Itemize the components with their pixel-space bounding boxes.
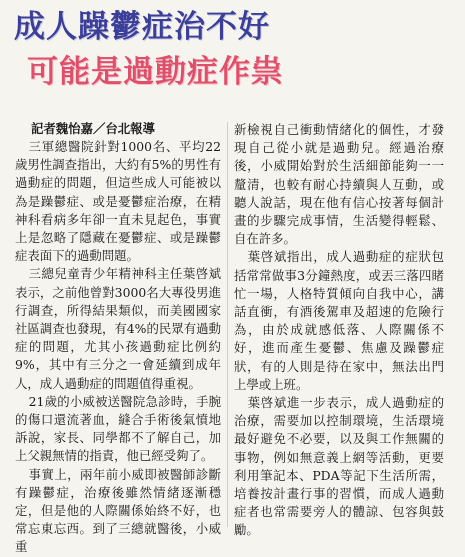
paragraph: 事實上，兩年前小威即被醫師診斷有躁鬱症，治療後雖然情緒逐漸穩定，但是他的人際關係始終不好，也常忘東忘西。到了三總就醫後，小威重 <box>15 466 221 555</box>
article-column-right <box>234 121 444 540</box>
paragraph: 葉啓斌進一步表示，成人過動症的治療，需要加以控制環境，生活環境最好避免不必要，以及與工作無關的事物，例如無意義上網等活動，更要利用筆記本、PDA等記下生活所需，培養按計畫行事的習慣，而成人過動症者也常需要旁人的體諒、包容與鼓勵。 <box>234 395 444 538</box>
paragraph: 葉啓斌指出，成人過動症的症狀包括常常做事3分鐘熱度，或丟三落四睹忙一場，人格特質傾向自我中心，講話直衝，有酒後駕車及超速的危險行為，由於成就感低落、人際關係不好，進而產生憂鬱、焦慮及躁鬱症狀，有的人則是待在家中，無法出門上學或上班。 <box>234 249 444 392</box>
paragraph: 21歲的小威被送醫院急診時，手腕的傷口還流著血，縫合手術後氣憤地訴說，家長、同學都不了解自己，加上父親無情的指責，他已經受夠了。 <box>15 393 221 464</box>
byline: 記者魏怡嘉／台北報導 <box>31 121 155 136</box>
paragraph: 新檢視自己衝動情緒化的個性，才發現自己從小就是過動兒。經過治療後，小威開始對於生活細節能夠一一釐清，也較有耐心持續與人互動，或聽人說話，現在他有信心按著每個計畫的步驟完成事情，生活變得輕鬆、自在許多。 <box>234 122 444 247</box>
paragraph: 三總兒童青少年精神科主任葉啓斌表示，之前他曾對3000名大專役男進行調查，所得結果類似，而美國國家社區調查也發現，有4%的民眾有過動症的問題，尤其小孩過動症比例約9%，其中有三分之一會延續到成年人，成人過動症的問題值得重視。 <box>15 266 221 391</box>
headline-line-2: 可能是過動症作祟 <box>27 54 283 90</box>
column-divider <box>227 122 228 527</box>
article-column-left <box>15 120 221 557</box>
paragraph: 三軍總醫院針對1000名、平均22歲男性調查指出，大約有5%的男性有過動症的問題，但這些成人可能被以為是躁鬱症、或是憂鬱症治療，在精神科看病多年卻一直未見起色，事實上是忽略了隱藏在憂鬱症、或是躁鬱症表面下的過動問題。 <box>15 139 221 264</box>
headline <box>14 8 283 91</box>
headline-line-1: 成人躁鬱症治不好 <box>14 9 270 45</box>
